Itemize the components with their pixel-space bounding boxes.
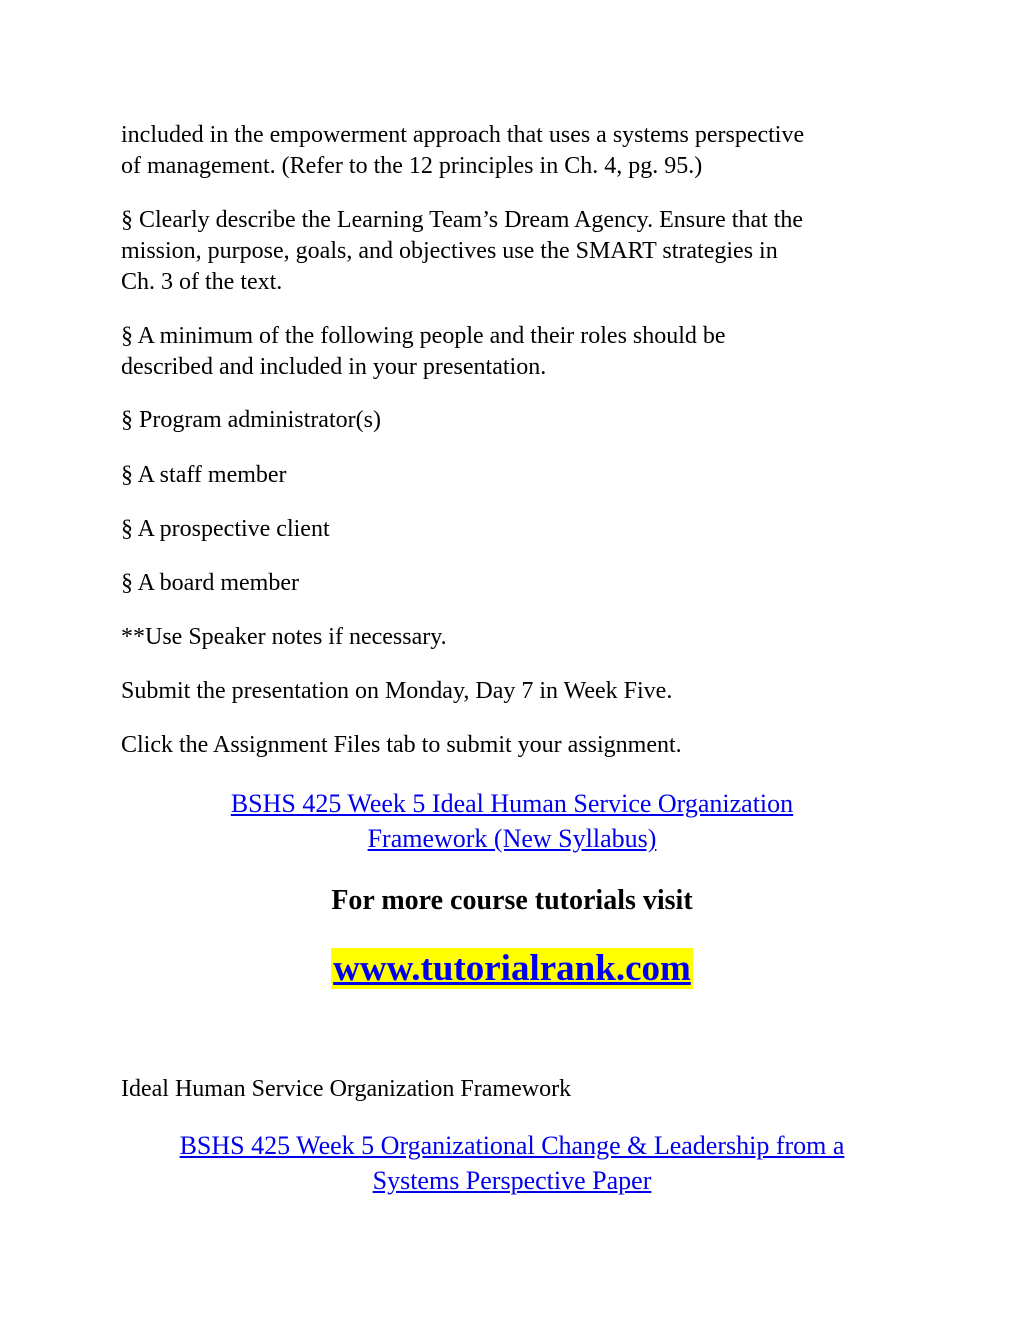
- role-item-client: § A prospective client: [121, 516, 330, 542]
- people-bullet: [121, 321, 911, 383]
- dream-line-2: mission, purpose, goals, and objectives use the SMART strategies in: [121, 238, 778, 264]
- framework-link-line-2[interactable]: Framework (New Syllabus): [367, 824, 657, 853]
- intro-line-2: of management. (Refer to the 12 principles in Ch. 4, pg. 95.): [121, 153, 703, 179]
- change-link-line-2[interactable]: Systems Perspective Paper: [372, 1166, 652, 1195]
- framework-link[interactable]: [100, 786, 924, 856]
- framework-title: Ideal Human Service Organization Framework: [121, 1076, 572, 1102]
- site-link[interactable]: [100, 946, 924, 992]
- change-leadership-link[interactable]: [100, 1128, 924, 1198]
- people-line-2: described and included in your presentation.: [121, 354, 547, 380]
- people-line-1: § A minimum of the following people and their roles should be: [121, 323, 726, 349]
- role-item-board: § A board member: [121, 570, 299, 596]
- site-url[interactable]: www.tutorialrank.com: [333, 948, 691, 989]
- submit-text: Submit the presentation on Monday, Day 7 in Week Five.: [121, 678, 673, 704]
- intro-line-1: included in the empowerment approach that uses a systems perspective: [121, 122, 805, 148]
- change-link-line-1[interactable]: BSHS 425 Week 5 Organizational Change & Leadership from a: [179, 1131, 845, 1160]
- role-item-staff: § A staff member: [121, 462, 287, 488]
- dream-line-1: § Clearly describe the Learning Team’s Dream Agency. Ensure that the: [121, 207, 804, 233]
- assignment-files-text: Click the Assignment Files tab to submit your assignment.: [121, 732, 682, 758]
- speaker-notes-text: **Use Speaker notes if necessary.: [121, 624, 447, 650]
- tutorials-heading: For more course tutorials visit: [331, 885, 693, 916]
- dream-agency-bullet: [121, 205, 911, 298]
- intro-paragraph: [121, 120, 911, 182]
- dream-line-3: Ch. 3 of the text.: [121, 269, 283, 295]
- role-item-administrator: § Program administrator(s): [121, 407, 381, 433]
- framework-link-line-1[interactable]: BSHS 425 Week 5 Ideal Human Service Organization: [230, 789, 794, 818]
